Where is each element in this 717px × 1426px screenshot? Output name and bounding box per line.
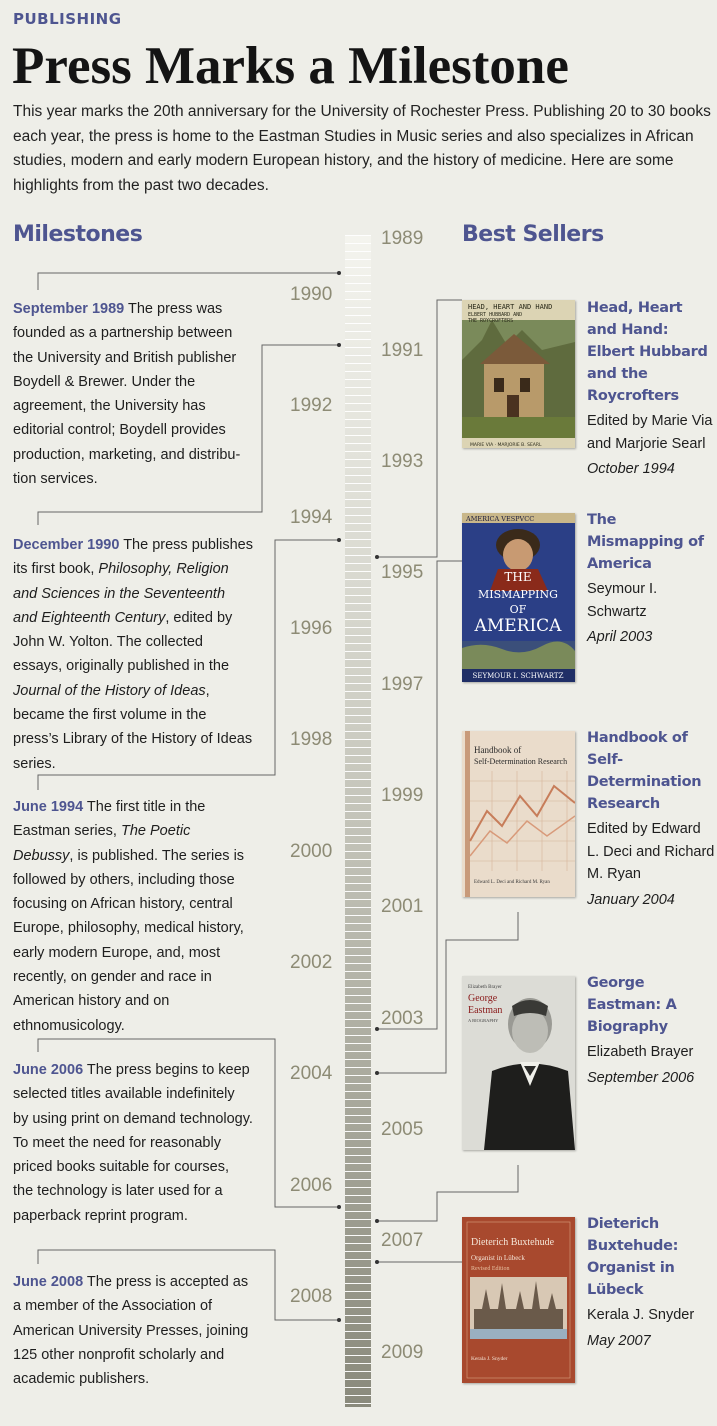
bestsellers-heading: Best Sellers [462, 222, 604, 247]
year-label: 2001 [381, 896, 424, 917]
milestone-date: December 1990 [13, 537, 120, 553]
cover-title-line: Dieterich Buxtehude [471, 1237, 555, 1248]
year-label: 1994 [290, 507, 333, 528]
milestone-italic-text: The Poetic Debussy [13, 823, 191, 864]
year-label: 1996 [290, 618, 333, 639]
book-author: Elizabeth Brayer [587, 1044, 694, 1060]
milestone-italic-text: Journal of the History of Ideas [13, 682, 206, 699]
cover-title-line: MISMAPPING [478, 588, 558, 601]
milestone-text: , is published. The series is followed by others, including those focusing on African history, central Europe, philosophy, medical history, early modern Europe, and, most recently, on gender and race in American history and on ethnomusicology. [13, 847, 245, 1034]
year-label: 2008 [290, 1286, 333, 1307]
cover-title-line: ELBERT HUBBARD AND [468, 312, 523, 318]
book-date: May 2007 [587, 1332, 651, 1349]
milestone-text: , became the first volume in the press’s Library of the History of Ideas series. [13, 682, 253, 772]
connector-head-heart [377, 300, 462, 557]
milestone-item [13, 1058, 253, 1228]
year-label: 1993 [381, 451, 424, 472]
book-info-handbook [587, 727, 715, 911]
milestones-heading: Milestones [13, 222, 143, 247]
connector-dot [337, 1205, 341, 1209]
book-cover-buxtehude [462, 1217, 575, 1383]
milestone-item [13, 795, 253, 1038]
page-title: Press Marks a Milestone [12, 37, 569, 95]
milestone-item [13, 1270, 253, 1391]
book-title: Dieterich Buxtehude: Organist in Lübeck [587, 1216, 679, 1298]
cover-author-line: Edward L. Deci and Richard M. Ryan [474, 880, 550, 885]
book-title: George Eastman: A Biography [587, 975, 677, 1035]
year-label: 2009 [381, 1342, 424, 1363]
year-label: 2004 [290, 1063, 333, 1084]
connector-eastman [377, 1165, 518, 1221]
milestone-date: June 2006 [13, 1062, 84, 1078]
cover-top-text: Elizabeth Brayer [468, 985, 502, 990]
milestone-text: The press was founded as a partnership between the University and British publisher Boydell & Brewer. Under the agreement, the University has editorial control; Boydell provides production, marketing, and distribution services. [13, 301, 241, 488]
book-author: Edited by Marie Via and Marjorie Searl [587, 413, 713, 452]
cover-author-line: Kerala J. Snyder [471, 1356, 508, 1362]
milestone-text: , edited by John W. Yolton. The collected essays, originally published in the [13, 609, 233, 675]
book-info-buxtehude [587, 1213, 715, 1352]
connector-dot [337, 343, 341, 347]
book-title: The Mismapping of America [587, 512, 704, 572]
connector-dot [375, 1219, 379, 1223]
book-author: Edited by Edward L. Deci and Richard M. Ryan [587, 821, 715, 882]
year-label: 2000 [290, 841, 333, 862]
cover-author-line: MARIE VIA · MARJORIE B. SEARL [470, 443, 542, 448]
book-author: Kerala J. Snyder [587, 1307, 695, 1323]
book-cover-mismapping [462, 513, 575, 682]
book-cover-handbook [462, 731, 575, 897]
book-date: April 2003 [587, 629, 653, 645]
book-date: September 2006 [587, 1069, 695, 1086]
year-label: 1991 [381, 340, 424, 361]
cover-title-line: Organist in Lübeck [471, 1254, 525, 1262]
cover-top-text: AMERICA VESPVCC [466, 515, 535, 523]
year-label: 1989 [381, 228, 424, 249]
year-label: 1995 [381, 562, 424, 583]
connector-dot [375, 1027, 379, 1031]
milestone-item [13, 533, 253, 776]
milestone-text: The press is accepted as a member of the Association of American University Presses, joining 125 other nonprofit scholarly and academic publishers. [13, 1274, 249, 1388]
year-label: 1990 [290, 284, 333, 305]
kicker: PUBLISHING [13, 10, 122, 28]
year-label: 1998 [290, 729, 333, 750]
book-info-head-heart-hand [587, 297, 715, 481]
connector-dot [375, 555, 379, 559]
milestone-italic-text: Philosophy, Religion and Sciences in the Seventeenth and Eighteenth Century [13, 561, 229, 626]
book-title: Handbook of Self-Determination Research [587, 730, 702, 812]
cover-title-line: AMERICA [474, 616, 562, 636]
book-cover-george-eastman [462, 976, 575, 1150]
cover-title-line: Handbook of [474, 745, 522, 755]
milestone-date: June 1994 [13, 799, 84, 815]
cover-subtitle-line: A BIOGRAPHY [468, 1018, 499, 1023]
milestone-date: September 1989 [13, 301, 125, 317]
cover-title-line: Self-Determination Research [474, 757, 568, 766]
book-date: October 1994 [587, 461, 675, 477]
book-info-george-eastman [587, 972, 715, 1089]
year-label: 2006 [290, 1175, 333, 1196]
connector-dot [375, 1071, 379, 1075]
cover-author-line: SEYMOUR I. SCHWARTZ [472, 672, 564, 680]
connector-sep-1989 [38, 273, 339, 290]
connector-dot [337, 1318, 341, 1322]
milestone-text: The first title in the Eastman series, [13, 799, 206, 840]
cover-title-line: Eastman [468, 1005, 503, 1016]
cover-title-line: THE ROYCROFTERS [468, 318, 514, 324]
cover-title-line: THE [504, 570, 532, 584]
milestone-text: The press begins to keep selected titles available indefinitely by using print on demand technology. To meet the need for reasonably priced books suitable for courses, the technology is later used for a paperback reprint program. [13, 1062, 253, 1224]
year-label: 1999 [381, 785, 424, 806]
year-label: 1997 [381, 674, 424, 695]
milestone-date: June 2008 [13, 1274, 84, 1290]
year-label: 2003 [381, 1008, 424, 1029]
milestone-item [13, 297, 253, 491]
cover-title-line: OF [509, 603, 527, 616]
book-info-mismapping [587, 509, 715, 649]
book-author: Seymour I. Schwartz [587, 581, 658, 620]
cover-title-line: HEAD, HEART AND HAND [468, 303, 553, 311]
year-label: 2002 [290, 952, 333, 973]
connector-mismapping [377, 561, 462, 1029]
milestone-text: The press publishes its first book, [13, 537, 253, 578]
book-title: Head, Heart and Hand: Elbert Hubbard and the Roycrofters [587, 300, 708, 404]
connector-dot [337, 538, 341, 542]
book-cover-head-heart-hand [462, 300, 575, 448]
connector-dot [375, 1260, 379, 1264]
connector-dot [337, 271, 341, 275]
cover-title-line: Revised Edition [471, 1266, 510, 1272]
year-label: 2005 [381, 1119, 424, 1140]
book-date: January 2004 [587, 891, 675, 908]
intro-paragraph: This year marks the 20th anniversary for the University of Rochester Press. Publishing 20 to 30 books each year, the press is home to the Eastman Studies in Music series and also specializes in African studies, modern and early modern European history, and the history of medicine. Here are some highlights from the past two decades. [13, 103, 711, 194]
cover-title-line: George [468, 993, 498, 1004]
year-label: 1992 [290, 395, 333, 416]
year-label: 2007 [381, 1230, 424, 1251]
